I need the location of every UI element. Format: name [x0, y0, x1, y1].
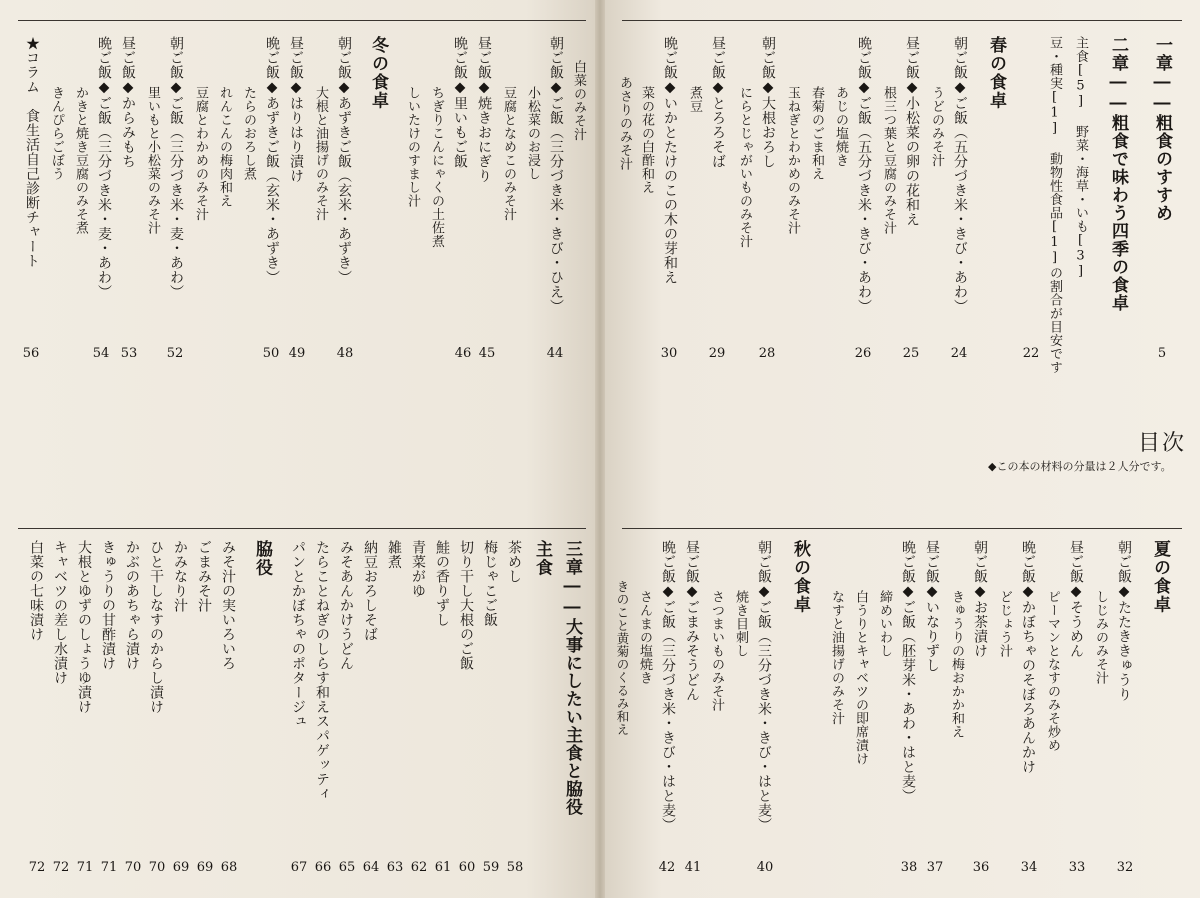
page-number: 66 [314, 860, 332, 875]
dish-entry: 大根とゆずのしょうゆ漬け [76, 540, 92, 714]
dish-line: しいたけのすまし汁 [405, 86, 420, 208]
meal-entry: 朝ご飯◆あずきご飯（玄米・あずき） [336, 36, 352, 285]
dish-entry: ひと干しなすのからし漬け [148, 540, 164, 714]
dish-entry: きゅうりの甘酢漬け [100, 540, 116, 671]
page-number: 72 [52, 860, 70, 875]
spring-heading: 春の食卓 [986, 36, 1006, 110]
meal-entry: 晩ご飯◆ご飯（三分づき米・麦・あわ） [96, 36, 112, 299]
dish-entry: パンとかぼちゃのポタージュ [290, 540, 306, 729]
meal-entry: 朝ご飯◆大根おろし [760, 36, 776, 169]
page-number: 60 [458, 860, 476, 875]
dish-entry: かぶのあちゃら漬け [124, 540, 140, 671]
sides-heading: 脇役 [252, 540, 272, 577]
meal-entry: 昼ご飯◆ごまみそうどん [684, 540, 700, 702]
chapter1-title: 一章――粗食のすすめ [1152, 36, 1172, 222]
chapter2-note: 豆・種実[1] 動物性食品[1]の割合が目安です [1047, 36, 1062, 374]
top-rule-left [18, 20, 586, 21]
page-number: 72 [28, 860, 46, 875]
meal-entry: 晩ご飯◆いかとたけのこの木の芽和え [662, 36, 678, 285]
dish-line: なすと油揚げのみそ汁 [829, 590, 844, 725]
page-number: 68 [220, 860, 238, 875]
dish-line: 大根と油揚げのみそ汁 [313, 86, 328, 221]
toc-note: ◆この本の材料の分量は２人分です。 [988, 460, 1172, 473]
page-number: 22 [1022, 346, 1040, 361]
dish-entry: 白菜の七味漬け [28, 540, 44, 642]
page-number: 61 [434, 860, 452, 875]
meal-entry: 昼ご飯◆そうめん [1068, 540, 1084, 658]
page-number: 26 [854, 346, 872, 361]
page-number: 25 [902, 346, 920, 361]
page-number: 56 [22, 346, 40, 361]
page-number: 28 [758, 346, 776, 361]
dish-line: さつまいものみそ汁 [709, 590, 724, 712]
dish-entry: みそ汁の実いろいろ [220, 540, 236, 671]
page-number: 30 [660, 346, 678, 361]
dish-entry: みそあんかけうどん [338, 540, 354, 671]
dish-line: かきと焼き豆腐のみそ煮 [73, 86, 88, 235]
dish-entry: 切り干し大根のご飯 [458, 540, 474, 671]
meal-entry: 晩ご飯◆あずきご飯（玄米・あずき） [264, 36, 280, 285]
dish-line: 焼き目刺し [733, 590, 748, 658]
page-number: 69 [196, 860, 214, 875]
dish-line: きんぴらごぼう [49, 86, 64, 181]
page-number: 54 [92, 346, 110, 361]
page-number: 69 [172, 860, 190, 875]
meal-entry: 朝ご飯◆ご飯（三分づき米・麦・あわ） [168, 36, 184, 299]
page-number: 36 [972, 860, 990, 875]
dish-entry: キャベツの差し水漬け [52, 540, 68, 685]
page-number: 65 [338, 860, 356, 875]
staple-heading: 主食 [532, 540, 552, 577]
meal-entry: 朝ご飯◆お茶漬け [972, 540, 988, 658]
dish-line: しじみのみそ汁 [1093, 590, 1108, 685]
page-number: 41 [684, 860, 702, 875]
page-number: 58 [506, 860, 524, 875]
dish-line: 白菜のみそ汁 [571, 60, 586, 141]
dish-entry: 鮭の香りずし [434, 540, 450, 627]
meal-entry: 晩ご飯◆ご飯（胚芽米・あわ・はと麦） [900, 540, 916, 803]
meal-entry: 朝ご飯◆ご飯（三分づき米・きび・はと麦） [756, 540, 772, 832]
dish-line: れんこんの梅肉和え [217, 86, 232, 208]
dish-line: きゅうりの梅おかか和え [949, 590, 964, 739]
dish-line: きのこと黄菊のくるみ和え [615, 580, 630, 736]
dish-line: 煮豆 [687, 86, 702, 113]
dish-line: どじょう汁 [997, 590, 1012, 658]
dish-line: 菜の花の白酢和え [639, 86, 654, 194]
page-number: 46 [454, 346, 472, 361]
page-number: 63 [386, 860, 404, 875]
dish-line: あじの塩焼き [833, 86, 848, 167]
dish-entry: かみなり汁 [172, 540, 188, 613]
dish-entry: 雑煮 [386, 540, 402, 569]
page-number: 34 [1020, 860, 1038, 875]
page-number: 70 [148, 860, 166, 875]
summer-heading: 夏の食卓 [1150, 540, 1170, 614]
dish-line: 白うりとキャベツの即席漬け [853, 590, 868, 766]
page-number: 64 [362, 860, 380, 875]
meal-entry: 朝ご飯◆ご飯（三分づき米・きび・ひえ） [548, 36, 564, 314]
page-number: 33 [1068, 860, 1086, 875]
page-number: 48 [336, 346, 354, 361]
dish-line: 豆腐とわかめのみそ汁 [193, 86, 208, 221]
dish-line: うどのみそ汁 [929, 86, 944, 167]
meal-entry: 朝ご飯◆たたききゅうり [1116, 540, 1132, 702]
meal-entry: 晩ご飯◆ご飯（三分づき米・きび・はと麦） [660, 540, 676, 832]
book-gutter [595, 0, 605, 898]
dish-line: 里いもと小松菜のみそ汁 [145, 86, 160, 235]
dish-entry: たらことねぎのしらす和えスパゲッティ [314, 540, 330, 801]
dish-line: あさりのみそ汁 [617, 76, 632, 171]
page-number: 59 [482, 860, 500, 875]
dish-entry: 梅じゃこご飯 [482, 540, 498, 627]
dish-entry: 納豆おろしそば [362, 540, 378, 642]
dish-line: 小松菜のお浸し [525, 86, 540, 181]
mid-rule-right [622, 528, 1182, 529]
chapter3-title: 三章――大事にしたい主食と脇役 [562, 540, 582, 816]
dish-line: たらのおろし煮 [241, 86, 256, 181]
toc-title: 目次 [1138, 431, 1187, 456]
mid-rule-left [18, 528, 586, 529]
meal-entry: 晩ご飯◆かぼちゃのそぼろあんかけ [1020, 540, 1036, 774]
meal-entry: 昼ご飯◆小松菜の卵の花和え [904, 36, 920, 227]
dish-line: ピーマンとなすのみそ炒め [1045, 590, 1060, 752]
page-number: 38 [900, 860, 918, 875]
winter-heading: 冬の食卓 [368, 36, 388, 110]
page-number: 42 [658, 860, 676, 875]
dish-line: 春菊のごま和え [809, 86, 824, 181]
page-number: 52 [166, 346, 184, 361]
page-number: 5 [1157, 346, 1167, 361]
page-number: 50 [262, 346, 280, 361]
dish-entry: ごまみそ汁 [196, 540, 212, 613]
dish-entry: 青菜がゆ [410, 540, 426, 598]
autumn-heading: 秋の食卓 [790, 540, 810, 614]
meal-entry: 晩ご飯◆ご飯（五分づき米・きび・あわ） [856, 36, 872, 314]
meal-entry: 朝ご飯◆ご飯（五分づき米・きび・あわ） [952, 36, 968, 314]
dish-line: さんまの塩焼き [637, 590, 652, 685]
dish-line: にらとじゃがいものみそ汁 [737, 86, 752, 248]
page-number: 37 [926, 860, 944, 875]
dish-line: 根三つ葉と豆腐のみそ汁 [881, 86, 896, 235]
chapter2-note: 主食[5] 野菜・海草・いも[3] [1073, 36, 1088, 280]
meal-entry: 昼ご飯◆焼きおにぎり [476, 36, 492, 183]
column-entry: ★コラム 食生活自己診断チャート [24, 36, 40, 268]
page-number: 49 [288, 346, 306, 361]
page-number: 45 [478, 346, 496, 361]
meal-entry: 昼ご飯◆いなりずし [924, 540, 940, 673]
meal-entry: 昼ご飯◆はりはり漬け [288, 36, 304, 183]
meal-entry: 昼ご飯◆からみもち [120, 36, 136, 169]
meal-entry: 昼ご飯◆とろろそば [710, 36, 726, 169]
page-number: 32 [1116, 860, 1134, 875]
page-number: 29 [708, 346, 726, 361]
page-number: 40 [756, 860, 774, 875]
page-number: 24 [950, 346, 968, 361]
page-number: 71 [100, 860, 118, 875]
dish-line: 玉ねぎとわかめのみそ汁 [785, 86, 800, 235]
dish-line: 豆腐となめこのみそ汁 [501, 86, 516, 221]
page-number: 44 [546, 346, 564, 361]
page-number: 62 [410, 860, 428, 875]
dish-entry: 茶めし [506, 540, 522, 584]
page-number: 67 [290, 860, 308, 875]
meal-entry: 晩ご飯◆里いもご飯 [452, 36, 468, 169]
page-number: 70 [124, 860, 142, 875]
top-rule-right [622, 20, 1182, 21]
dish-line: ちぎりこんにゃくの土佐煮 [429, 86, 444, 248]
dish-line: 締めいわし [877, 590, 892, 658]
chapter2-title: 二章――粗食で味わう四季の食卓 [1108, 36, 1128, 312]
page-number: 71 [76, 860, 94, 875]
page-number: 53 [120, 346, 138, 361]
